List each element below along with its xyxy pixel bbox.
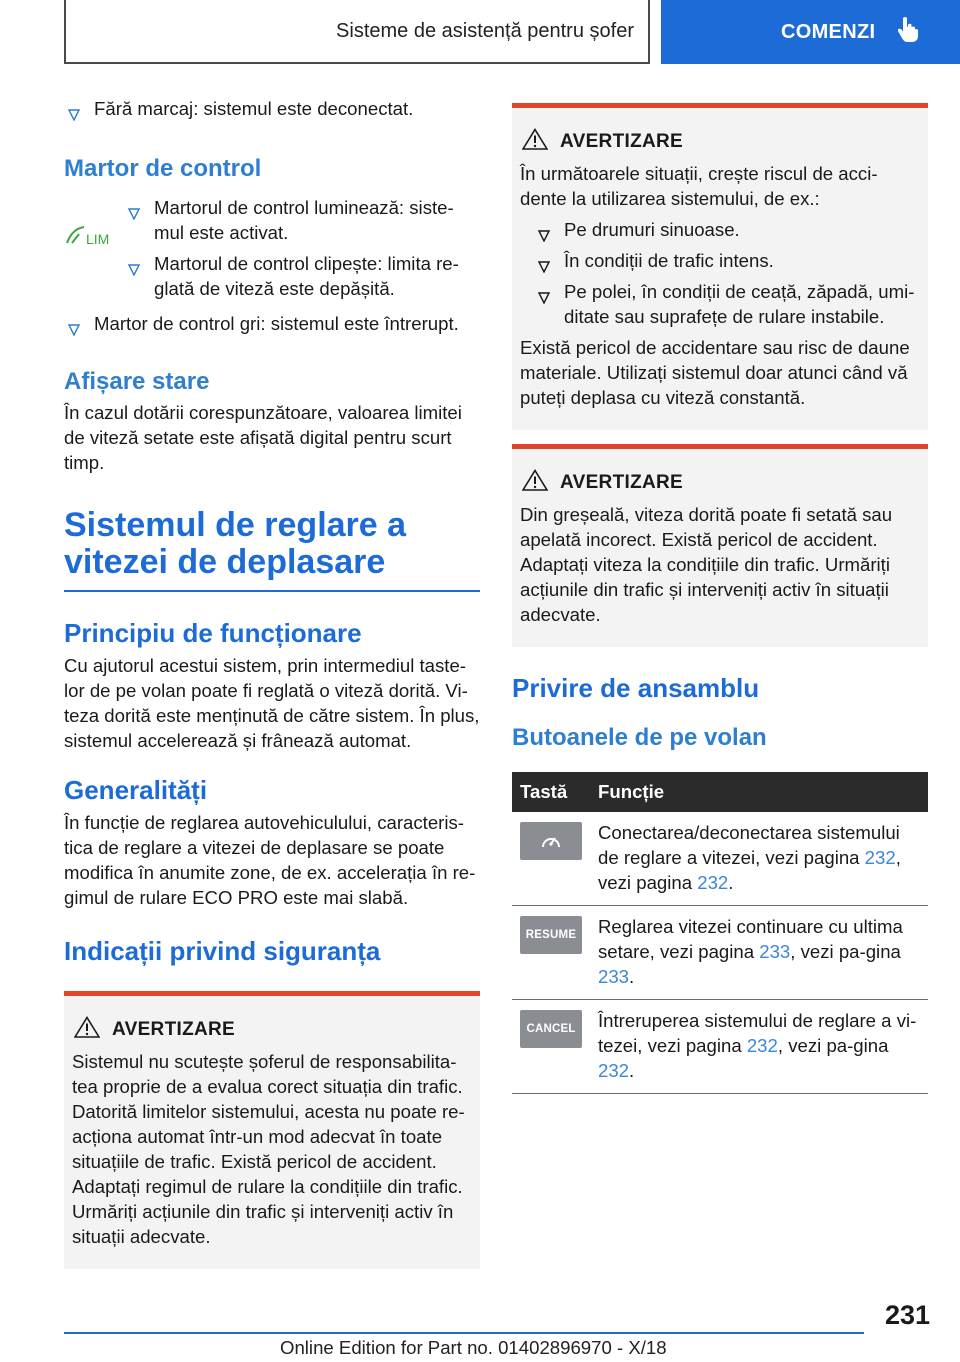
heading-privire: Privire de ansamblu — [512, 673, 760, 703]
buttons-table — [512, 772, 928, 1094]
triangle-bullet-icon — [538, 285, 550, 310]
list-item: Martorul de control clipește: limita re-glată de viteză este depășită. — [124, 251, 480, 301]
warning-text: Sistemul nu scutește șoferul de responsabilita-tea proprie de a evalua corect situația din trafic. Datorită limitelor sistemului, acesta nu poate re-acționa automat într-un mod adecvat în toate situațiile de trafic. Există pericol de accident. Adaptați regimul de rulare la condițiile din trafic. Urmăriți acțiunile din trafic și interveniți activ în situații adecvate. — [72, 1051, 465, 1247]
martor-gray-list — [64, 311, 480, 336]
warning-title: AVERTIZARE — [560, 130, 683, 152]
list-item: Pe drumuri sinuoase. — [534, 217, 920, 242]
heading-afisare: Afișare stare — [64, 368, 210, 395]
header-section-tab — [64, 0, 650, 64]
page-number: 231 — [884, 1300, 930, 1330]
triangle-bullet-icon — [538, 223, 550, 248]
principiu-paragraph: Cu ajutorul acestui sistem, prin intermediul taste-lor de pe volan poate fi reglată o viteză dorită. Vi-teza dorită este menținută de către sistem. În plus, sistemul accelerează și frânează automat. — [64, 655, 480, 751]
table-row — [512, 906, 928, 1000]
svg-text:LIM: LIM — [86, 231, 110, 247]
warning-box — [64, 991, 480, 1269]
warning-title: AVERTIZARE — [112, 1018, 235, 1040]
warning-box — [512, 103, 928, 430]
page-link[interactable]: 232 — [746, 1035, 778, 1056]
warning-triangle-icon — [72, 1016, 100, 1043]
table-row — [512, 812, 928, 906]
warning-triangle-icon — [520, 128, 548, 155]
left-column — [64, 96, 480, 1269]
warning-list — [534, 217, 920, 329]
cancel-button: CANCEL — [520, 1010, 582, 1048]
right-column — [512, 103, 928, 1094]
martor-list — [124, 195, 480, 307]
list-item: În condiții de trafic intens. — [534, 248, 920, 273]
warning-box — [512, 444, 928, 647]
table-row — [512, 1000, 928, 1094]
table-cell-function: Întreruperea sistemului de reglare a vi-tezei, vezi pagina 232, vezi pa-gina 232. — [590, 1000, 928, 1094]
chapter-title: Sistemul de reglare a vitezei de deplasare — [64, 506, 407, 581]
cruise-control-icon — [540, 831, 562, 851]
resume-button: RESUME — [520, 916, 582, 954]
intro-list — [64, 96, 480, 121]
column-header-function: Funcție — [590, 772, 928, 812]
header-chapter-tab — [661, 0, 960, 64]
warning-text: Există pericol de accidentare sau risc de daune materiale. Utilizați sistemul doar atunci când vă puteți deplasa cu viteză constantă. — [520, 337, 910, 408]
warning-title: AVERTIZARE — [560, 471, 683, 493]
triangle-bullet-icon — [538, 254, 550, 279]
heading-butoane: Butoanele de pe volan — [512, 724, 767, 751]
indicator-block — [64, 197, 480, 307]
heading-principiu: Principiu de funcționare — [64, 618, 362, 648]
list-item: Martorul de control luminează: siste-mul este activat. — [124, 195, 480, 245]
list-item: Martor de control gri: sistemul este întrerupt. — [64, 311, 480, 336]
table-cell-function: Conectarea/deconectarea sistemului de reglare a vitezei, vezi pagina 232, vezi pagina 232. — [590, 812, 928, 906]
page-link[interactable]: 232 — [697, 872, 729, 893]
footer-text: Online Edition for Part no. 01402896970 - X/18 — [280, 1337, 667, 1358]
chapter-rule — [64, 590, 480, 592]
triangle-bullet-icon — [128, 257, 140, 282]
warning-intro: În următoarele situații, crește riscul de acci-dente la utilizarea sistemului, de ex.: — [520, 163, 878, 209]
header-section-title: Sisteme de asistență pentru șofer — [336, 19, 634, 42]
heading-indicatii: Indicații privind siguranța — [64, 936, 381, 966]
cruise-control-button — [520, 822, 582, 860]
list-item: Pe polei, în condiții de ceață, zăpadă, umi-ditate sau suprafețe de rulare instabile. — [534, 279, 920, 329]
page-link[interactable]: 232 — [864, 847, 896, 868]
afisare-paragraph: În cazul dotării corespunzătoare, valoarea limitei de viteză setate este afișată digital pentru scurt timp. — [64, 402, 462, 473]
header-chapter-title: COMENZI — [781, 20, 876, 43]
table-cell-function: Reglarea vitezei continuare cu ultima setare, vezi pagina 233, vezi pa-gina 233. — [590, 906, 928, 1000]
triangle-bullet-icon — [128, 201, 140, 226]
triangle-bullet-icon — [68, 317, 80, 342]
footer-rule — [64, 1332, 864, 1334]
warning-text: Din greșeală, viteza dorită poate fi setată sau apelată incorect. Există pericol de accident. Adaptați viteza la condițiile din trafic. Urmăriți acțiunile din trafic și interveniți activ în situații adecvate. — [520, 504, 893, 625]
page-link[interactable]: 232 — [598, 1060, 630, 1081]
page-link[interactable]: 233 — [598, 966, 630, 987]
heading-generalitati: Generalități — [64, 775, 208, 805]
warning-triangle-icon — [520, 469, 548, 496]
triangle-bullet-icon — [68, 102, 80, 127]
column-header-key: Tastă — [512, 772, 590, 812]
speed-limiter-indicator-icon — [64, 197, 124, 307]
list-item: Fără marcaj: sistemul este deconectat. — [64, 96, 480, 121]
hand-pointer-icon — [897, 16, 919, 48]
table-header-row — [512, 772, 928, 812]
heading-martor: Martor de control — [64, 155, 262, 182]
page-link[interactable]: 233 — [759, 941, 791, 962]
generalitati-paragraph: În funcție de reglarea autovehiculului, caracteris-tica de reglare a vitezei de deplasare se poate modifica în anumite zone, de ex. accelerația în re-gimul de rulare ECO PRO este mai slabă. — [64, 812, 476, 908]
